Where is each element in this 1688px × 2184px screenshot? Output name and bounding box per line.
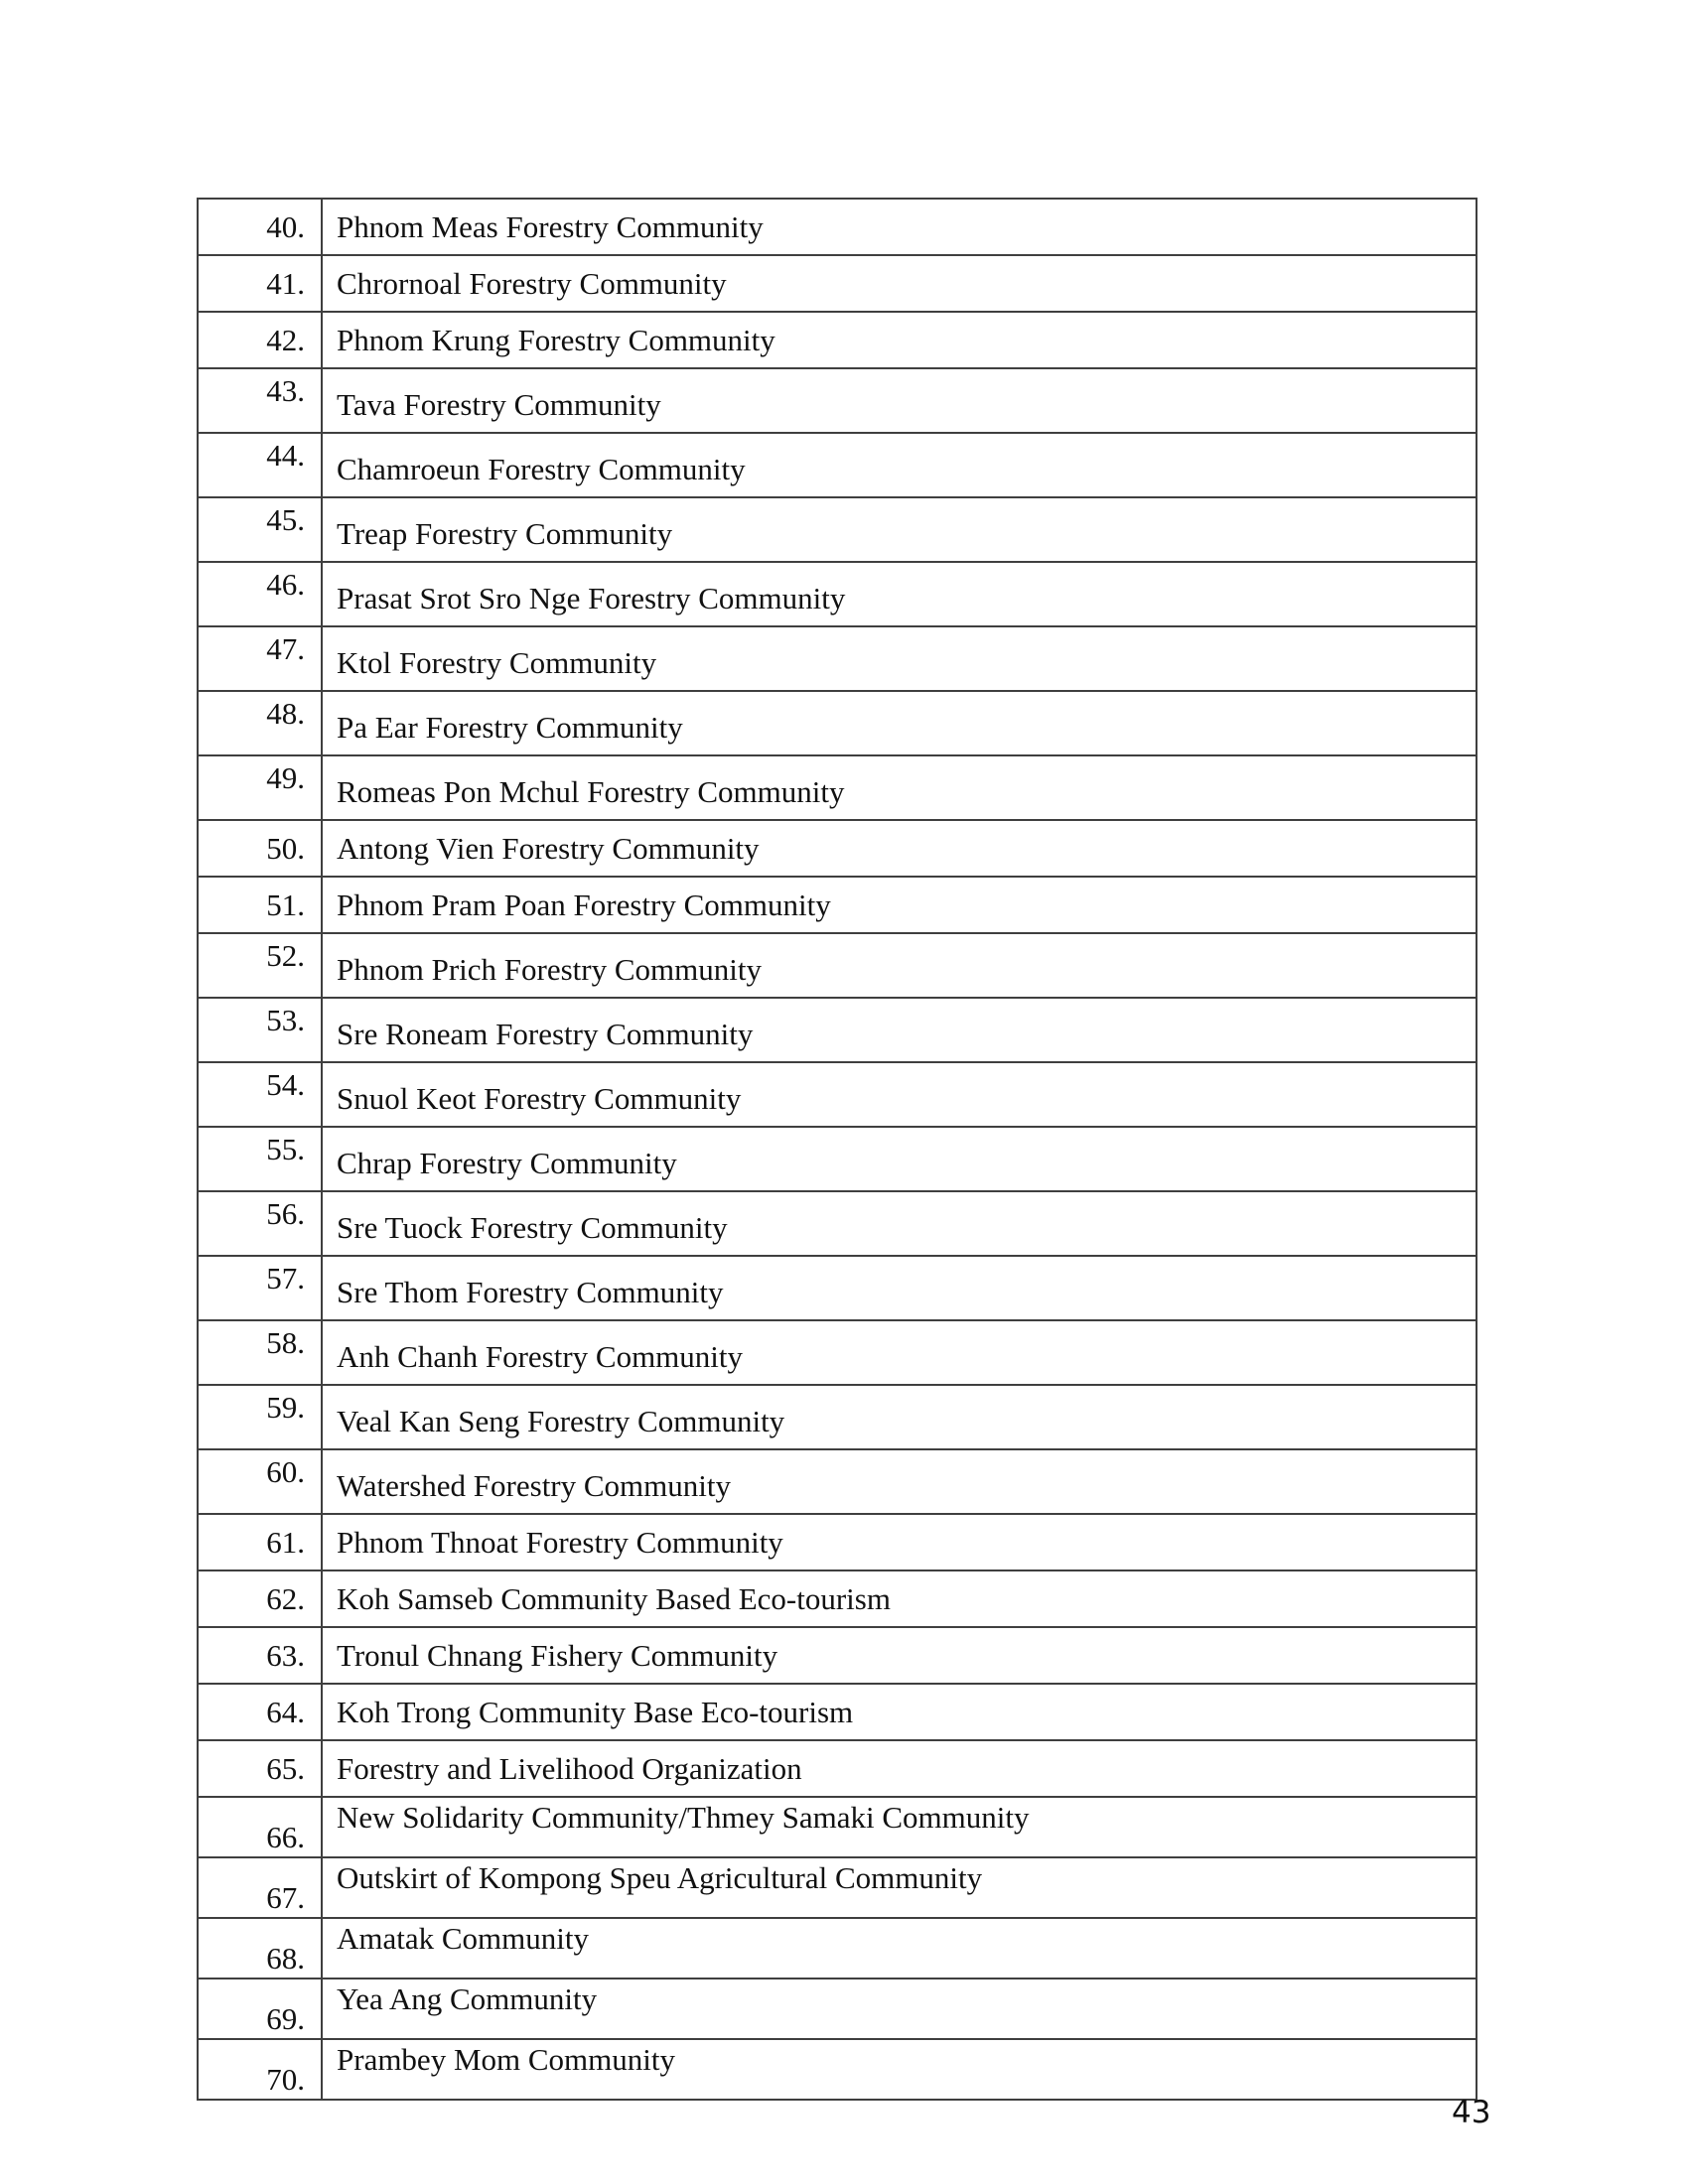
table-row: [198, 998, 1477, 1062]
community-name: Pa Ear Forestry Community: [322, 691, 1477, 755]
table-row: [198, 562, 1477, 626]
table-row: [198, 312, 1477, 368]
table-row: [198, 497, 1477, 562]
row-number: 60.: [198, 1449, 322, 1514]
community-name: Phnom Thnoat Forestry Community: [322, 1514, 1477, 1570]
table-row: [198, 433, 1477, 497]
community-name: Snuol Keot Forestry Community: [322, 1062, 1477, 1127]
table-row: [198, 1797, 1477, 1857]
community-name: Amatak Community: [322, 1918, 1477, 1979]
community-list-table: [197, 198, 1477, 2101]
table-row: [198, 820, 1477, 877]
community-name: Ktol Forestry Community: [322, 626, 1477, 691]
table-row: [198, 933, 1477, 998]
row-number: 47.: [198, 626, 322, 691]
table-row: [198, 1514, 1477, 1570]
community-name: Koh Trong Community Base Eco-tourism: [322, 1684, 1477, 1740]
row-number: 61.: [198, 1514, 322, 1570]
row-number: 68.: [198, 1918, 322, 1979]
row-number: 59.: [198, 1385, 322, 1449]
row-number: 65.: [198, 1740, 322, 1797]
table-row: [198, 1740, 1477, 1797]
community-name: Sre Thom Forestry Community: [322, 1256, 1477, 1320]
table-row: [198, 1320, 1477, 1385]
row-number: 53.: [198, 998, 322, 1062]
table-row: [198, 1684, 1477, 1740]
table-row: [198, 1385, 1477, 1449]
row-number: 67.: [198, 1857, 322, 1918]
row-number: 44.: [198, 433, 322, 497]
community-name: Phnom Prich Forestry Community: [322, 933, 1477, 998]
table-row: [198, 368, 1477, 433]
community-name: Chamroeun Forestry Community: [322, 433, 1477, 497]
community-name: Koh Samseb Community Based Eco-tourism: [322, 1570, 1477, 1627]
table-row: [198, 1627, 1477, 1684]
row-number: 42.: [198, 312, 322, 368]
row-number: 62.: [198, 1570, 322, 1627]
community-name: New Solidarity Community/Thmey Samaki Community: [322, 1797, 1477, 1857]
row-number: 58.: [198, 1320, 322, 1385]
table-row: [198, 1979, 1477, 2039]
row-number: 49.: [198, 755, 322, 820]
community-name: Tava Forestry Community: [322, 368, 1477, 433]
row-number: 52.: [198, 933, 322, 998]
table-row: [198, 2039, 1477, 2100]
community-name: Phnom Meas Forestry Community: [322, 199, 1477, 255]
community-name: Phnom Krung Forestry Community: [322, 312, 1477, 368]
community-name: Chrap Forestry Community: [322, 1127, 1477, 1191]
row-number: 45.: [198, 497, 322, 562]
table-row: [198, 1857, 1477, 1918]
community-name: Antong Vien Forestry Community: [322, 820, 1477, 877]
row-number: 50.: [198, 820, 322, 877]
row-number: 51.: [198, 877, 322, 933]
table-row: [198, 1918, 1477, 1979]
community-name: Prasat Srot Sro Nge Forestry Community: [322, 562, 1477, 626]
community-name: Sre Roneam Forestry Community: [322, 998, 1477, 1062]
community-name: Watershed Forestry Community: [322, 1449, 1477, 1514]
row-number: 69.: [198, 1979, 322, 2039]
community-name: Treap Forestry Community: [322, 497, 1477, 562]
community-name: Chrornoal Forestry Community: [322, 255, 1477, 312]
row-number: 55.: [198, 1127, 322, 1191]
row-number: 48.: [198, 691, 322, 755]
community-name: Phnom Pram Poan Forestry Community: [322, 877, 1477, 933]
table-row: [198, 255, 1477, 312]
table-row: [198, 691, 1477, 755]
community-name: Anh Chanh Forestry Community: [322, 1320, 1477, 1385]
row-number: 56.: [198, 1191, 322, 1256]
community-name: Forestry and Livelihood Organization: [322, 1740, 1477, 1797]
row-number: 70.: [198, 2039, 322, 2100]
row-number: 41.: [198, 255, 322, 312]
community-name: Veal Kan Seng Forestry Community: [322, 1385, 1477, 1449]
row-number: 63.: [198, 1627, 322, 1684]
table-row: [198, 199, 1477, 255]
table-row: [198, 1256, 1477, 1320]
community-name: Tronul Chnang Fishery Community: [322, 1627, 1477, 1684]
community-name: Outskirt of Kompong Speu Agricultural Community: [322, 1857, 1477, 1918]
table-row: [198, 1127, 1477, 1191]
table-row: [198, 877, 1477, 933]
row-number: 54.: [198, 1062, 322, 1127]
table-row: [198, 1570, 1477, 1627]
community-name: Yea Ang Community: [322, 1979, 1477, 2039]
row-number: 64.: [198, 1684, 322, 1740]
row-number: 43.: [198, 368, 322, 433]
row-number: 40.: [198, 199, 322, 255]
table-body: [198, 199, 1477, 2100]
table-row: [198, 1449, 1477, 1514]
row-number: 46.: [198, 562, 322, 626]
community-name: Prambey Mom Community: [322, 2039, 1477, 2100]
row-number: 57.: [198, 1256, 322, 1320]
community-name: Sre Tuock Forestry Community: [322, 1191, 1477, 1256]
table-row: [198, 1062, 1477, 1127]
table-row: [198, 755, 1477, 820]
page-number: 43: [1452, 2095, 1491, 2130]
table-row: [198, 1191, 1477, 1256]
community-name: Romeas Pon Mchul Forestry Community: [322, 755, 1477, 820]
table-row: [198, 626, 1477, 691]
row-number: 66.: [198, 1797, 322, 1857]
